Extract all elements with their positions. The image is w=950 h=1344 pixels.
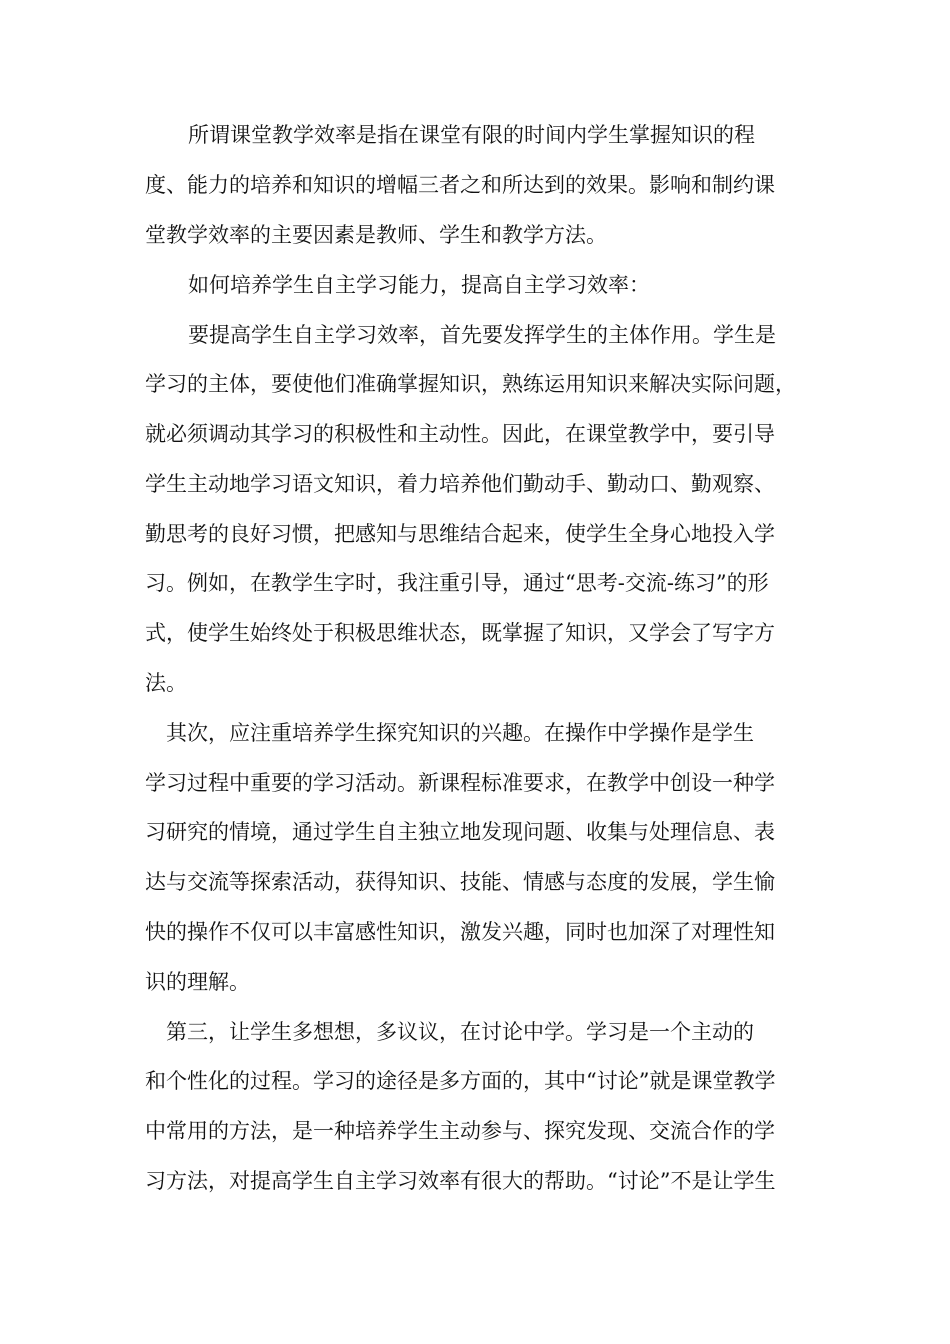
paragraph-second-line-1: 其次，应注重培养学生探究知识的兴趣。在操作中学操作是学生 — [166, 721, 754, 745]
paragraph-second-line-6: 识的理解。 — [145, 970, 250, 994]
paragraph-first-line-2: 学习的主体，要使他们准确掌握知识，熟练运用知识来解决实际问题， — [145, 372, 796, 396]
paragraph-second-line-3: 习研究的情境，通过学生自主独立地发现问题、收集与处理信息、表 — [145, 820, 775, 844]
paragraph-first-line-1: 要提高学生自主学习效率，首先要发挥学生的主体作用。学生是 — [188, 323, 776, 347]
paragraph-first-line-6: 习。例如，在教学生字时，我注重引导，通过“思考-交流-练习”的形 — [145, 571, 769, 595]
paragraph-intro-line-1: 所谓课堂教学效率是指在课堂有限的时间内学生掌握知识的程 — [188, 123, 755, 147]
paragraph-first-line-4: 学生主动地学习语文知识，着力培养他们勤动手、勤动口、勤观察、 — [145, 472, 775, 496]
paragraph-first-line-8: 法。 — [145, 671, 187, 695]
paragraph-first-line-7: 式，使学生始终处于积极思维状态，既掌握了知识，又学会了写字方 — [145, 621, 775, 645]
paragraph-third-line-2: 和个性化的过程。学习的途径是多方面的，其中“讨论”就是课堂教学 — [145, 1069, 776, 1093]
paragraph-intro-line-2: 度、能力的培养和知识的增幅三者之和所达到的效果。影响和制约课 — [145, 173, 775, 197]
paragraph-first-line-3: 就必须调动其学习的积极性和主动性。因此，在课堂教学中，要引导 — [145, 422, 775, 446]
paragraph-intro-line-3: 堂教学效率的主要因素是教师、学生和教学方法。 — [145, 223, 607, 247]
paragraph-third-line-4: 习方法，对提高学生自主学习效率有很大的帮助。“讨论”不是让学生 — [145, 1169, 776, 1193]
paragraph-second-line-5: 快的操作不仅可以丰富感性知识，激发兴趣，同时也加深了对理性知 — [145, 920, 775, 944]
paragraph-third-line-1: 第三，让学生多想想，多议议，在讨论中学。学习是一个主动的 — [166, 1020, 754, 1044]
paragraph-third-line-3: 中常用的方法，是一种培养学生主动参与、探究发现、交流合作的学 — [145, 1119, 775, 1143]
paragraph-first-line-5: 勤思考的良好习惯，把感知与思维结合起来，使学生全身心地投入学 — [145, 522, 775, 546]
paragraph-second-line-4: 达与交流等探索活动，获得知识、技能、情感与态度的发展，学生愉 — [145, 870, 775, 894]
paragraph-second-line-2: 学习过程中重要的学习活动。新课程标准要求，在教学中创设一种学 — [145, 771, 775, 795]
paragraph-question-line-1: 如何培养学生自主学习能力，提高自主学习效率： — [188, 273, 650, 297]
